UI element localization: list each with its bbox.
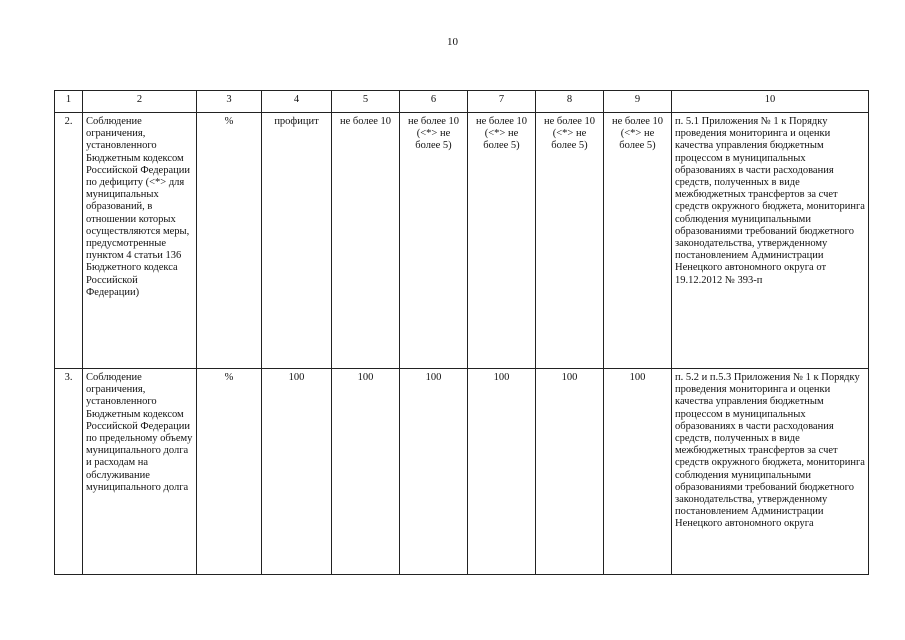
header-cell-7: 7 [468,91,536,113]
header-cell-8: 8 [536,91,604,113]
table-row [55,113,869,369]
header-cell-2: 2 [83,91,197,113]
value-cell-8: не более 10 (<*> не более 5) [536,113,604,369]
unit-cell: % [197,113,262,369]
value-cell-4: 100 [262,369,332,575]
value-cell-6: не более 10 (<*> не более 5) [400,113,468,369]
unit-cell: % [197,369,262,575]
value-cell-7: 100 [468,369,536,575]
value-cell-4: профицит [262,113,332,369]
value-cell-7: не более 10 (<*> не более 5) [468,113,536,369]
basis-cell: п. 5.1 Приложения № 1 к Порядку проведения мониторинга и оценки качества управления бюджетным процессом в муниципальных образованиях в части расходования средств, полученных в виде межбюджетных трансфертов за счет средств окружного бюджета, мониторинга соблюдения муниципальными образованиями требований бюджетного законодательства, утвержденному постановлением Администрации Ненецкого автономного округа от 19.12.2012 № 393-п [672,113,869,369]
indicator-name: Соблюдение ограничения, установленного Бюджетным кодексом Российской Федерации по дефициту (<*> для муниципальных образований, в отношении которых осуществляются меры, предусмотренные пунктом 4 статьи 136 Бюджетного кодекса Российской Федерации) [83,113,197,369]
header-row [55,91,869,113]
header-cell-5: 5 [332,91,400,113]
header-cell-1: 1 [55,91,83,113]
header-cell-9: 9 [604,91,672,113]
header-cell-6: 6 [400,91,468,113]
page-number: 10 [447,36,458,48]
value-cell-5: не более 10 [332,113,400,369]
value-cell-9: 100 [604,369,672,575]
basis-cell: п. 5.2 и п.5.3 Приложения № 1 к Порядку проведения мониторинга и оценки качества управления бюджетным процессом в муниципальных образованиях в части расходования средств, полученных в виде межбюджетных трансфертов за счет средств окружного бюджета, мониторинга соблюдения муниципальными образованиями требований бюджетного законодательства, утвержденному постановлением Администрации Ненецкого автономного округа [672,369,869,575]
indicator-name: Соблюдение ограничения, установленного Бюджетным кодексом Российской Федерации по предельному объему муниципального долга и расходам на обслуживание муниципального долга [83,369,197,575]
header-cell-10: 10 [672,91,869,113]
row-number: 3. [55,369,83,575]
header-cell-4: 4 [262,91,332,113]
indicators-table [54,90,869,575]
header-cell-3: 3 [197,91,262,113]
value-cell-9: не более 10 (<*> не более 5) [604,113,672,369]
table-row [55,369,869,575]
value-cell-8: 100 [536,369,604,575]
value-cell-5: 100 [332,369,400,575]
value-cell-6: 100 [400,369,468,575]
row-number: 2. [55,113,83,369]
